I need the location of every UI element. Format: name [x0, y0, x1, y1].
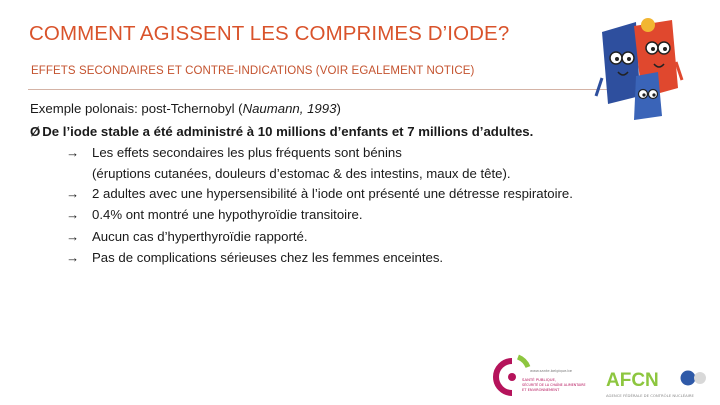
sante-publique-logo: [488, 355, 586, 403]
sante-logo-line4: ET ENVIRONNEMENT: [522, 388, 560, 392]
sante-logo-url: www.sante.belgique.be: [530, 369, 572, 373]
title-divider: [28, 89, 628, 90]
sub-bullet-text: Les effets secondaires les plus fréquents sont bénins: [92, 145, 402, 160]
afcn-logo: [604, 364, 708, 400]
sub-bullet: [30, 226, 573, 248]
sub-bullet-continuation: (éruptions cutanées, douleurs d’estomac & des intestins, maux de tête).: [92, 165, 511, 181]
sante-logo-line3: SÉCURITÉ DE LA CHAÎNE ALIMENTAIRE: [522, 383, 586, 387]
slide-subtitle: EFFETS SECONDAIRES ET CONTRE-INDICATIONS (VOIR EGALEMENT NOTICE): [31, 65, 475, 77]
right-arrow-icon: →: [66, 228, 80, 244]
sante-logo-dot: [508, 373, 516, 381]
yellow-hair: [641, 18, 655, 32]
afcn-logo-globe: [681, 371, 696, 386]
arm: [596, 78, 602, 96]
sub-bullet: [30, 183, 573, 205]
pupil: [627, 57, 631, 61]
blue-character-body: [602, 22, 640, 104]
afcn-logo-tagline: AGENCE FÉDÉRALE DE CONTRÔLE NUCLÉAIRE: [606, 393, 694, 398]
sub-bullet-text: Pas de complications sérieuses chez les femmes enceintes.: [92, 250, 444, 265]
afcn-logo-name: AFCN: [606, 370, 659, 391]
pupil: [642, 93, 645, 96]
sub-bullet-text: 0.4% ont montré une hypothyroïdie transitoire.: [92, 207, 363, 222]
sante-logo-line2: SANTÉ PUBLIQUE,: [522, 377, 557, 382]
iodine-characters-illustration: [596, 18, 682, 122]
pupil: [615, 57, 619, 61]
sante-logo-leaf: [518, 357, 528, 367]
main-bullet-text: De l’iode stable a été administré à 10 millions d’enfants et 7 millions d’adultes.: [42, 124, 534, 139]
right-arrow-icon: →: [66, 250, 80, 265]
small-blue-character-body: [634, 72, 662, 120]
pupil: [663, 47, 667, 51]
right-arrow-icon: →: [66, 185, 80, 201]
slide-title: COMMENT AGISSENT LES COMPRIMES D’IODE?: [29, 22, 510, 45]
main-bullet: [30, 121, 573, 142]
right-arrow-icon: →: [66, 145, 80, 160]
sub-bullet: [30, 142, 573, 183]
intro-reference: Naumann, 1993: [242, 101, 337, 116]
bullet-arrow-icon: Ø: [30, 124, 41, 139]
sub-bullet: [30, 204, 573, 226]
sub-bullet: [30, 247, 573, 269]
pupil: [652, 93, 655, 96]
right-arrow-icon: →: [66, 207, 80, 222]
pupil: [651, 47, 655, 51]
afcn-logo-grey-dot: [694, 372, 706, 384]
sub-bullet-text: 2 adultes avec une hypersensibilité à l’iode ont présenté une détresse respiratoire.: [92, 185, 573, 201]
sub-bullet-text: Aucun cas d’hyperthyroïdie rapporté.: [92, 228, 308, 244]
intro-suffix: ): [336, 101, 341, 116]
intro-prefix: Exemple polonais: post-Tchernobyl (: [30, 101, 243, 116]
slide-body: [30, 98, 573, 269]
intro-line: [30, 98, 573, 119]
